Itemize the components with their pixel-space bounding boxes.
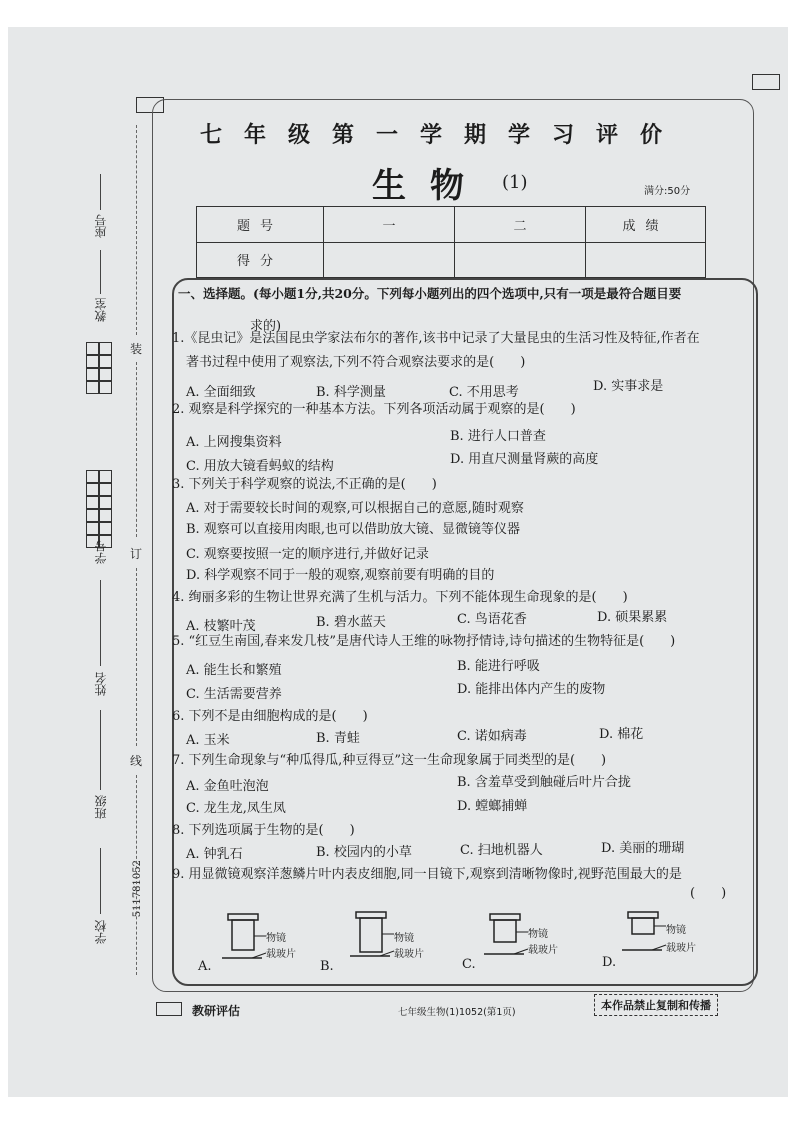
q6-option-c[interactable]: C. 诺如病毒 xyxy=(457,729,527,744)
q4-option-a[interactable]: A. 枝繁叶茂 xyxy=(186,619,256,634)
score-table xyxy=(196,206,706,278)
room-line xyxy=(100,250,101,294)
q1-stem-cont: 著书过程中使用了观察法,下列不符合观察法要求的是( ) xyxy=(186,355,526,370)
corner-mark-right xyxy=(752,74,780,90)
q1-option-b[interactable]: B. 科学测量 xyxy=(316,385,386,400)
q9-option-c[interactable]: C. xyxy=(462,957,476,972)
school-label: 学校 xyxy=(94,920,108,944)
binding-zhuang: 装 xyxy=(130,342,143,356)
q4-option-c[interactable]: C. 鸟语花香 xyxy=(457,612,527,627)
q2-option-d[interactable]: D. 用直尺测量肾蕨的高度 xyxy=(450,452,599,467)
score-header-part1: 一 xyxy=(324,207,455,243)
footer-page-number: 七年级生物(1)1052(第1页) xyxy=(398,1007,516,1018)
q1-option-c[interactable]: C. 不用思考 xyxy=(449,385,519,400)
q4-stem: 4. 绚丽多彩的生物让世界充满了生机与活力。下列不能体现生命现象的是( ) xyxy=(172,590,628,605)
q8-option-a[interactable]: A. 钟乳石 xyxy=(186,847,243,862)
q8-option-b[interactable]: B. 校园内的小草 xyxy=(316,845,412,860)
q3-option-c[interactable]: C. 观察要按照一定的顺序进行,并做好记录 xyxy=(186,547,429,562)
q5-option-b[interactable]: B. 能进行呼吸 xyxy=(457,659,540,674)
score-header-total: 成绩 xyxy=(586,207,706,243)
full-mark: 满分:50分 xyxy=(644,186,691,197)
q3-option-d[interactable]: D. 科学观察不同于一般的观察,观察前要有明确的目的 xyxy=(186,568,495,583)
q7-option-b[interactable]: B. 含羞草受到触碰后叶片合拢 xyxy=(457,775,631,790)
q9-a-objective-label: 物镜 xyxy=(266,933,286,944)
binding-dash-4 xyxy=(136,775,137,975)
section-heading-cont: 求的) xyxy=(250,319,282,334)
binding-dash-1 xyxy=(136,125,137,335)
q7-option-d[interactable]: D. 螳螂捕蝉 xyxy=(457,799,528,814)
score-cell-part2[interactable] xyxy=(455,242,586,278)
score-cell-total[interactable] xyxy=(586,242,706,278)
q1-stem: 1.《昆虫记》是法国昆虫学家法布尔的著作,该书中记录了大量昆虫的生活习性及特征,作者在 xyxy=(172,331,700,346)
print-code: 511781052 xyxy=(132,860,143,918)
seat-number-grid xyxy=(86,342,112,394)
q9-d-slide-label: 载玻片 xyxy=(666,943,696,954)
student-number-grid xyxy=(86,470,112,548)
class-line xyxy=(100,710,101,790)
q5-option-a[interactable]: A. 能生长和繁殖 xyxy=(186,663,282,678)
q9-c-objective-label: 物镜 xyxy=(528,929,548,940)
q7-stem: 7. 下列生命现象与“种瓜得瓜,种豆得豆”这一生命现象属于同类型的是( ) xyxy=(172,753,607,768)
q3-stem: 3. 下列关于科学观察的说法,不正确的是( ) xyxy=(172,477,437,492)
q9-stem: 9. 用显微镜观察洋葱鳞片叶内表皮细胞,同一目镜下,观察到清晰物像时,视野范围最大的是 xyxy=(172,867,682,882)
class-label: 班级 xyxy=(94,795,108,819)
q9-b-objective-label: 物镜 xyxy=(394,933,414,944)
q2-stem: 2. 观察是科学探究的一种基本方法。下列各项活动属于观察的是( ) xyxy=(172,402,576,417)
score-header-item: 题号 xyxy=(197,207,324,243)
binding-dash-2 xyxy=(136,362,137,537)
q6-option-a[interactable]: A. 玉米 xyxy=(186,733,230,748)
school-line xyxy=(100,848,101,914)
footer-box-icon xyxy=(156,1002,182,1016)
q4-option-d[interactable]: D. 硕果累累 xyxy=(597,610,668,625)
q3-option-b[interactable]: B. 观察可以直接用肉眼,也可以借助放大镜、显微镜等仪器 xyxy=(186,522,520,537)
q8-stem: 8. 下列选项属于生物的是( ) xyxy=(172,823,355,838)
q7-option-a[interactable]: A. 金鱼吐泡泡 xyxy=(186,779,269,794)
q6-option-b[interactable]: B. 青蛙 xyxy=(316,731,360,746)
binding-ding: 订 xyxy=(130,547,143,561)
seat-line xyxy=(100,174,101,210)
q5-stem: 5. “红豆生南国,春来发几枝”是唐代诗人王维的咏物抒情诗,诗句描述的生物特征是( ) xyxy=(172,634,676,649)
q6-option-d[interactable]: D. 棉花 xyxy=(599,727,644,742)
q2-option-a[interactable]: A. 上网搜集资料 xyxy=(186,435,282,450)
q1-option-d[interactable]: D. 实事求是 xyxy=(593,379,664,394)
binding-xian: 线 xyxy=(130,754,143,768)
q8-option-c[interactable]: C. 扫地机器人 xyxy=(460,843,543,858)
q9-d-objective-label: 物镜 xyxy=(666,925,686,936)
subject-number: (1) xyxy=(502,172,528,193)
score-row-label: 得分 xyxy=(197,242,324,278)
subject-title: 生物 xyxy=(372,166,488,206)
q9-b-slide-label: 载玻片 xyxy=(394,949,424,960)
q4-option-b[interactable]: B. 碧水蓝天 xyxy=(316,615,386,630)
score-header-part2: 二 xyxy=(455,207,586,243)
name-line xyxy=(100,580,101,666)
footer-brand: 教研评估 xyxy=(192,1004,241,1018)
q9-option-d[interactable]: D. xyxy=(602,955,617,970)
binding-dash-3 xyxy=(136,568,137,746)
footer-copyright-notice: 本作品禁止复制和传播 xyxy=(594,994,718,1016)
q6-stem: 6. 下列不是由细胞构成的是( ) xyxy=(172,709,368,724)
q2-option-b[interactable]: B. 进行人口普查 xyxy=(450,429,546,444)
exam-title: 七年级第一学期学习评价 xyxy=(200,122,685,148)
q8-option-d[interactable]: D. 美丽的珊瑚 xyxy=(601,841,685,856)
q1-option-a[interactable]: A. 全面细致 xyxy=(186,385,256,400)
q7-option-c[interactable]: C. 龙生龙,凤生凤 xyxy=(186,801,286,816)
q3-option-a[interactable]: A. 对于需要较长时间的观察,可以根据自己的意愿,随时观察 xyxy=(186,501,524,516)
name-label: 姓名 xyxy=(94,672,108,696)
q5-option-d[interactable]: D. 能排出体内产生的废物 xyxy=(457,682,606,697)
q9-option-a[interactable]: A. xyxy=(198,959,212,974)
score-cell-part1[interactable] xyxy=(324,242,455,278)
q9-option-b[interactable]: B. xyxy=(320,959,334,974)
q9-stem-cont: ( ) xyxy=(690,886,727,901)
room-label: 教室 xyxy=(94,298,108,322)
seat-label: 座号 xyxy=(94,214,108,238)
section-heading: 一、选择题。(每小题1分,共20分。下列每小题列出的四个选项中,只有一项是最符合题目要 xyxy=(178,286,682,301)
q9-a-slide-label: 载玻片 xyxy=(266,949,296,960)
q2-option-c[interactable]: C. 用放大镜看蚂蚁的结构 xyxy=(186,459,334,474)
student-number-label: 学号 xyxy=(94,540,108,564)
q5-option-c[interactable]: C. 生活需要营养 xyxy=(186,687,282,702)
q9-c-slide-label: 载玻片 xyxy=(528,945,558,956)
